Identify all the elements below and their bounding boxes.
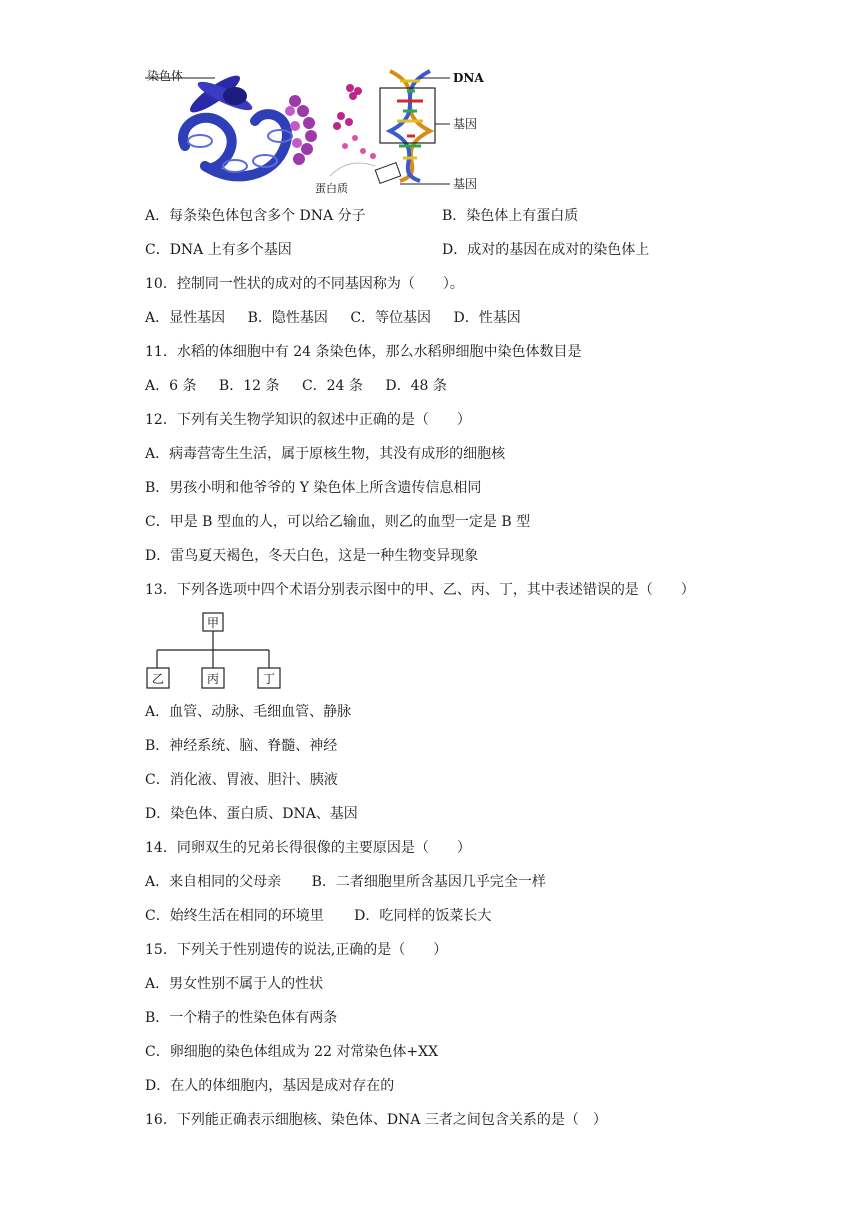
- q12-stem: 12．下列有关生物学知识的叙述中正确的是（ ）: [145, 412, 471, 428]
- q11-option-a: A．6 条: [145, 378, 197, 394]
- chromosome-dna-figure: [145, 66, 490, 196]
- q16-stem: 16．下列能正确表示细胞核、染色体、DNA 三者之间包含关系的是（ ）: [145, 1112, 607, 1128]
- q15-stem: 15．下列关于性别遗传的说法,正确的是（ ）: [145, 942, 448, 958]
- label-gene-top: 基因: [453, 117, 478, 131]
- q15-option-a: A．男女性别不属于人的性状: [145, 976, 324, 992]
- q9-option-a: A．每条染色体包含多个 DNA 分子: [145, 208, 366, 224]
- q11-option-c: C．24 条: [301, 378, 363, 394]
- q9-option-b: B．染色体上有蛋白质: [442, 208, 579, 224]
- q14-option-d: D．吃同样的饭菜长大: [354, 908, 492, 924]
- q14-option-c: C．始终生活在相同的环境里: [145, 908, 324, 924]
- node-top-label: 甲: [206, 616, 220, 630]
- q11-option-b: B．12 条: [218, 378, 280, 394]
- q15-option-c: C．卵细胞的染色体组成为 22 对常染色体+XX: [145, 1044, 439, 1060]
- q10-stem: 10．控制同一性状的成对的不同基因称为（ ）。: [145, 276, 464, 292]
- q14-option-a: A．来自相同的父母亲: [145, 874, 282, 890]
- chromosome-x-shape: [186, 70, 255, 118]
- q13-option-a: A．血管、动脉、毛细血管、静脉: [145, 704, 352, 720]
- q14-option-b: B．二者细胞里所含基因几乎完全一样: [311, 874, 546, 890]
- hierarchy-diagram: [145, 612, 285, 692]
- q9-option-d: D．成对的基因在成对的染色体上: [442, 242, 650, 258]
- q12-option-c: C．甲是 B 型血的人，可以给乙输血，则乙的血型一定是 B 型: [145, 514, 531, 530]
- label-chromosome: 染色体: [147, 69, 184, 83]
- q10-option-b: B．隐性基因: [247, 310, 328, 326]
- label-protein: 蛋白质: [315, 182, 348, 195]
- q9-option-c: C．DNA 上有多个基因: [145, 242, 292, 258]
- q11-stem: 11．水稻的体细胞中有 24 条染色体，那么水稻卵细胞中染色体数目是: [145, 344, 582, 360]
- q10-option-a: A．显性基因: [145, 310, 226, 326]
- label-gene-bottom: 基因: [453, 177, 478, 191]
- node-left-label: 乙: [151, 672, 165, 686]
- q14-options-row2: [145, 906, 509, 926]
- q12-option-b: B．男孩小明和他爷爷的 Y 染色体上所含遗传信息相同: [145, 480, 482, 496]
- q12-option-d: D．雷鸟夏天褐色，冬天白色，这是一种生物变异现象: [145, 548, 479, 564]
- q10-option-c: C．等位基因: [350, 310, 432, 326]
- q10-option-d: D．性基因: [453, 310, 521, 326]
- histone-beads: [333, 84, 376, 159]
- q13-stem: 13．下列各选项中四个术语分别表示图中的甲、乙、丙、丁，其中表述错误的是（ ）: [145, 582, 695, 598]
- label-dna: DNA: [453, 71, 484, 85]
- q11-options: [145, 376, 465, 396]
- q14-stem: 14．同卵双生的兄弟长得很像的主要原因是（ ）: [145, 840, 471, 856]
- q12-option-a: A．病毒营寄生生活，属于原核生物，其没有成形的细胞核: [145, 446, 506, 462]
- q13-option-c: C．消化液、胃液、胆汁、胰液: [145, 772, 338, 788]
- q13-option-d: D．染色体、蛋白质、DNA、基因: [145, 806, 358, 822]
- q11-option-d: D．48 条: [385, 378, 447, 394]
- node-right-label: 丁: [262, 672, 276, 686]
- q14-options-row1: [145, 872, 564, 892]
- q15-option-d: D．在人的体细胞内，基因是成对存在的: [145, 1078, 395, 1094]
- q10-options: [145, 308, 539, 328]
- q13-option-b: B．神经系统、脑、脊髓、神经: [145, 738, 338, 754]
- gene-box-small: [375, 163, 400, 184]
- node-middle-label: 丙: [206, 672, 220, 686]
- q15-option-b: B．一个精子的性染色体有两条: [145, 1010, 338, 1026]
